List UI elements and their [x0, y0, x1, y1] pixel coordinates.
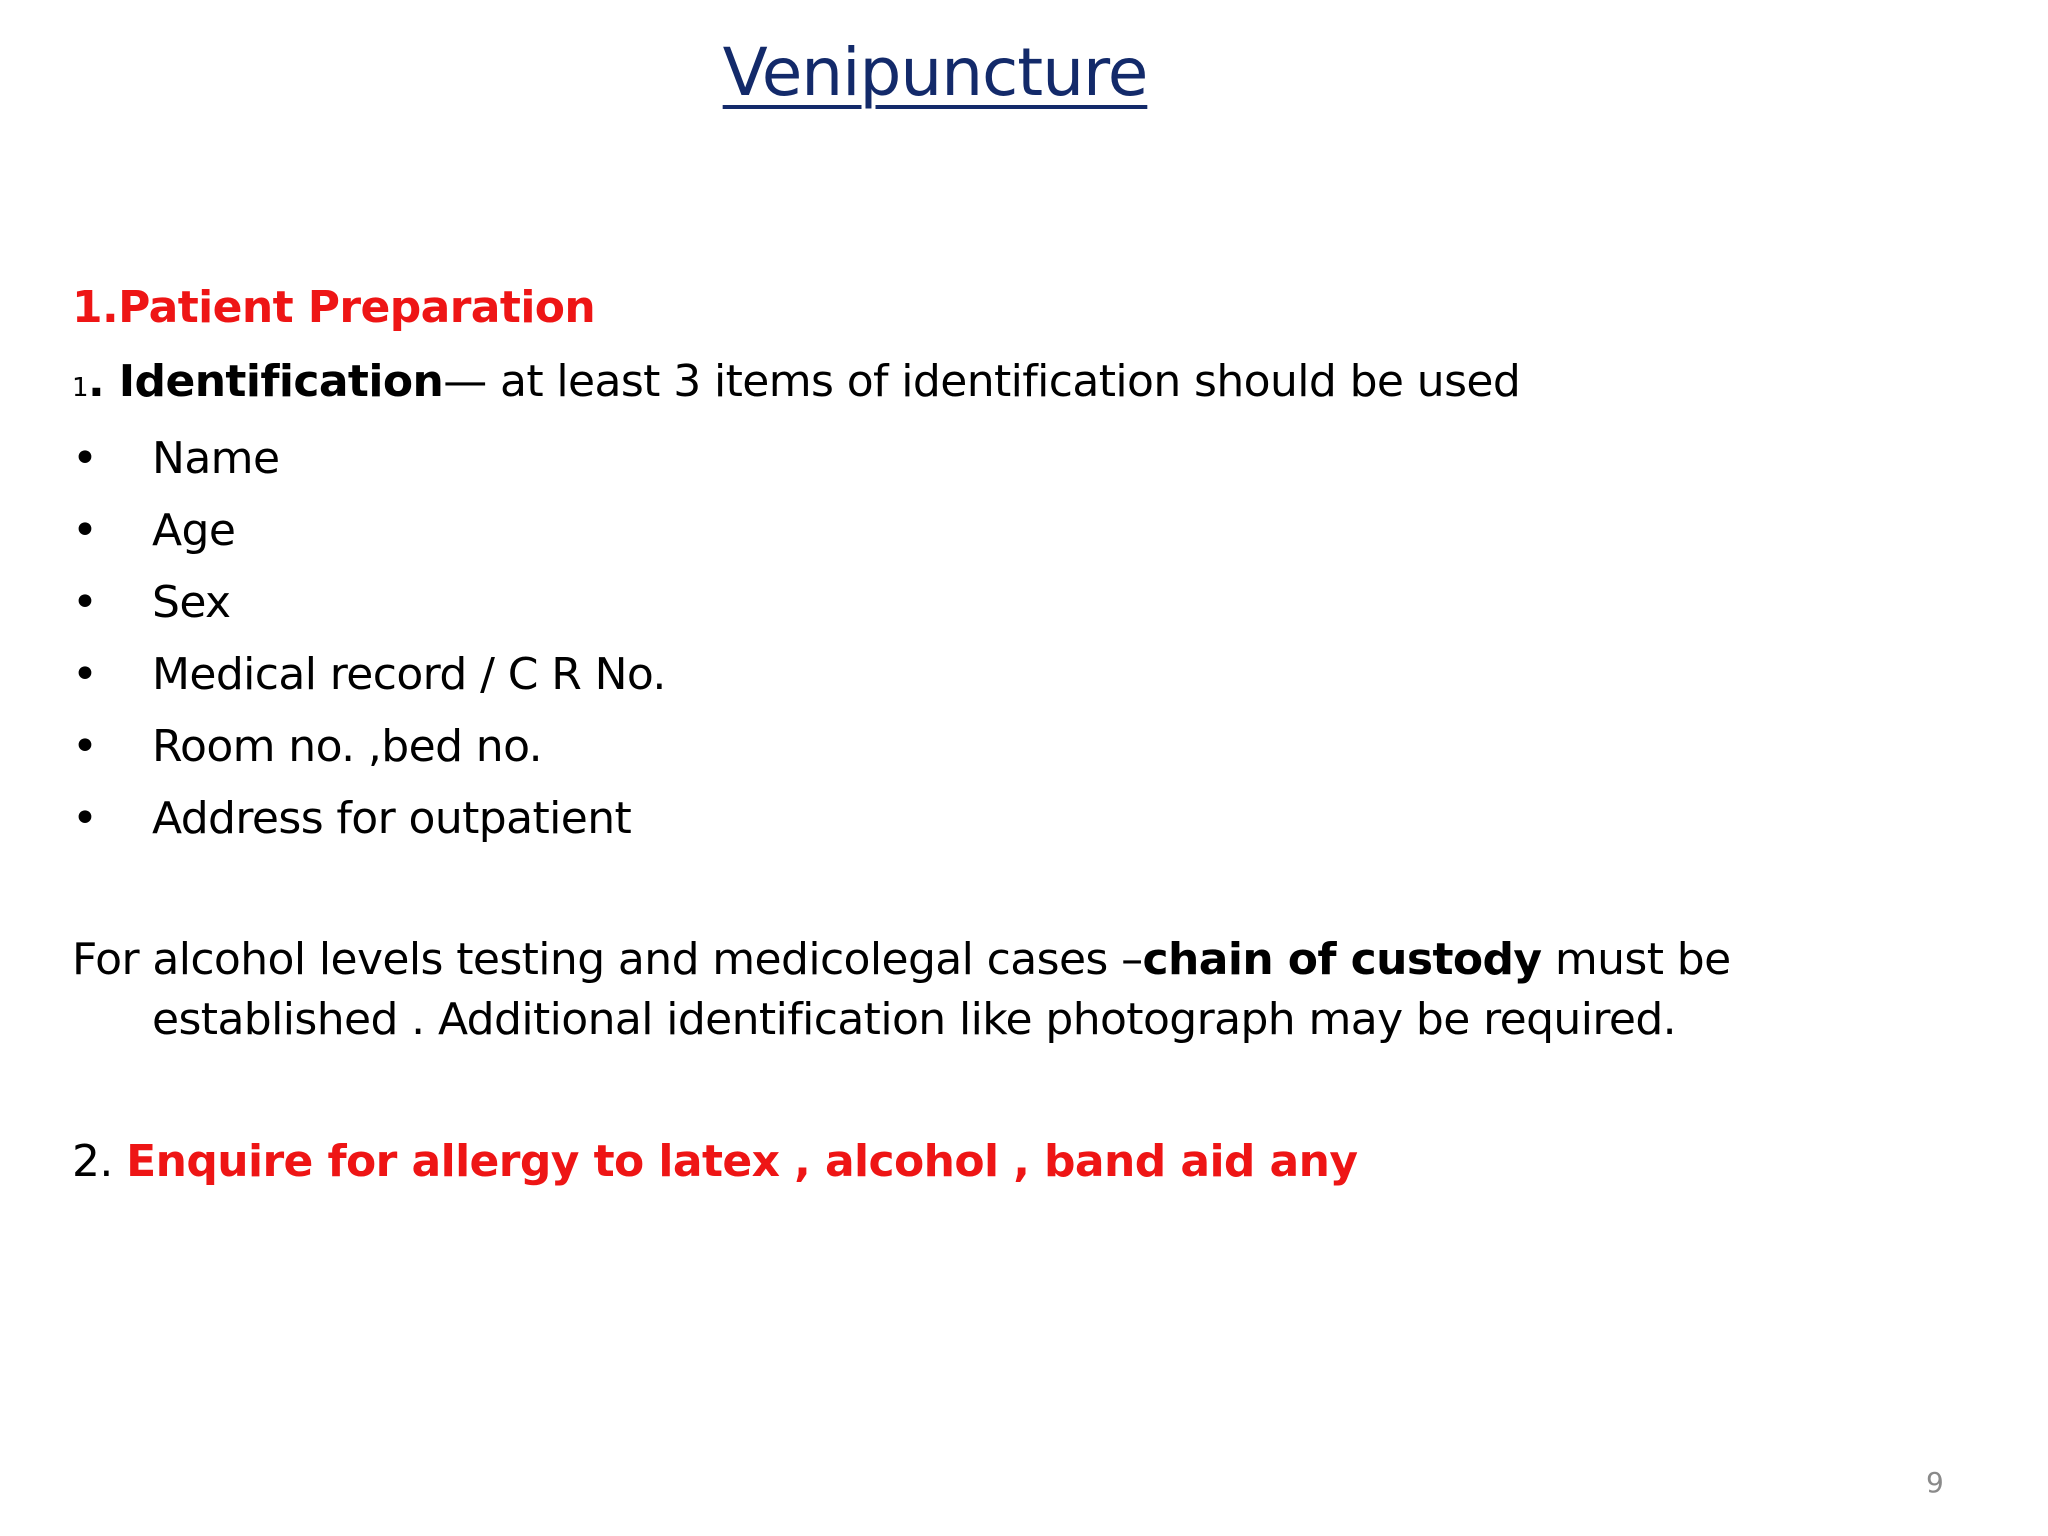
list-item	[72, 718, 666, 790]
custody-note	[72, 930, 1772, 1050]
custody-note-line-2: established . Additional identification like photograph may be required.	[152, 994, 1677, 1045]
list-item-text: Sex	[152, 577, 231, 628]
bullet-icon: •	[72, 649, 98, 700]
custody-note-emphasis: chain of custody	[1142, 934, 1542, 985]
list-item-text: Room no. ,bed no.	[152, 721, 543, 772]
list-item	[72, 574, 666, 646]
bullet-icon: •	[72, 721, 98, 772]
bullet-icon: •	[72, 793, 98, 844]
bullet-icon: •	[72, 577, 98, 628]
custody-note-prefix: For alcohol levels testing and medicolegal cases –	[72, 934, 1143, 985]
identification-text: — at least 3 items of identification should be used	[443, 356, 1521, 407]
identification-label: . Identification	[87, 356, 444, 407]
list-item-text: Name	[152, 433, 280, 484]
list-item-text: Age	[152, 505, 236, 556]
identification-number: 1	[72, 373, 88, 403]
list-item	[72, 790, 666, 862]
list-item-text: Medical record / C R No.	[152, 649, 666, 700]
identification-line	[72, 356, 1520, 407]
page-number: 9	[1926, 1466, 1944, 1499]
list-item	[72, 430, 666, 502]
list-item-text: Address for outpatient	[152, 793, 632, 844]
list-item	[72, 646, 666, 718]
allergy-number: 2.	[72, 1136, 127, 1187]
section-heading: 1.Patient Preparation	[72, 282, 596, 333]
slide-title: Venipuncture	[722, 34, 1148, 111]
allergy-text: Enquire for allergy to latex , alcohol , band aid any	[126, 1136, 1358, 1187]
allergy-line	[72, 1136, 1357, 1187]
bullet-icon: •	[72, 505, 98, 556]
custody-note-line-1	[72, 930, 1772, 990]
identification-items-list	[72, 430, 666, 862]
custody-note-suffix: must be	[1541, 934, 1731, 985]
list-item	[72, 502, 666, 574]
bullet-icon: •	[72, 433, 98, 484]
